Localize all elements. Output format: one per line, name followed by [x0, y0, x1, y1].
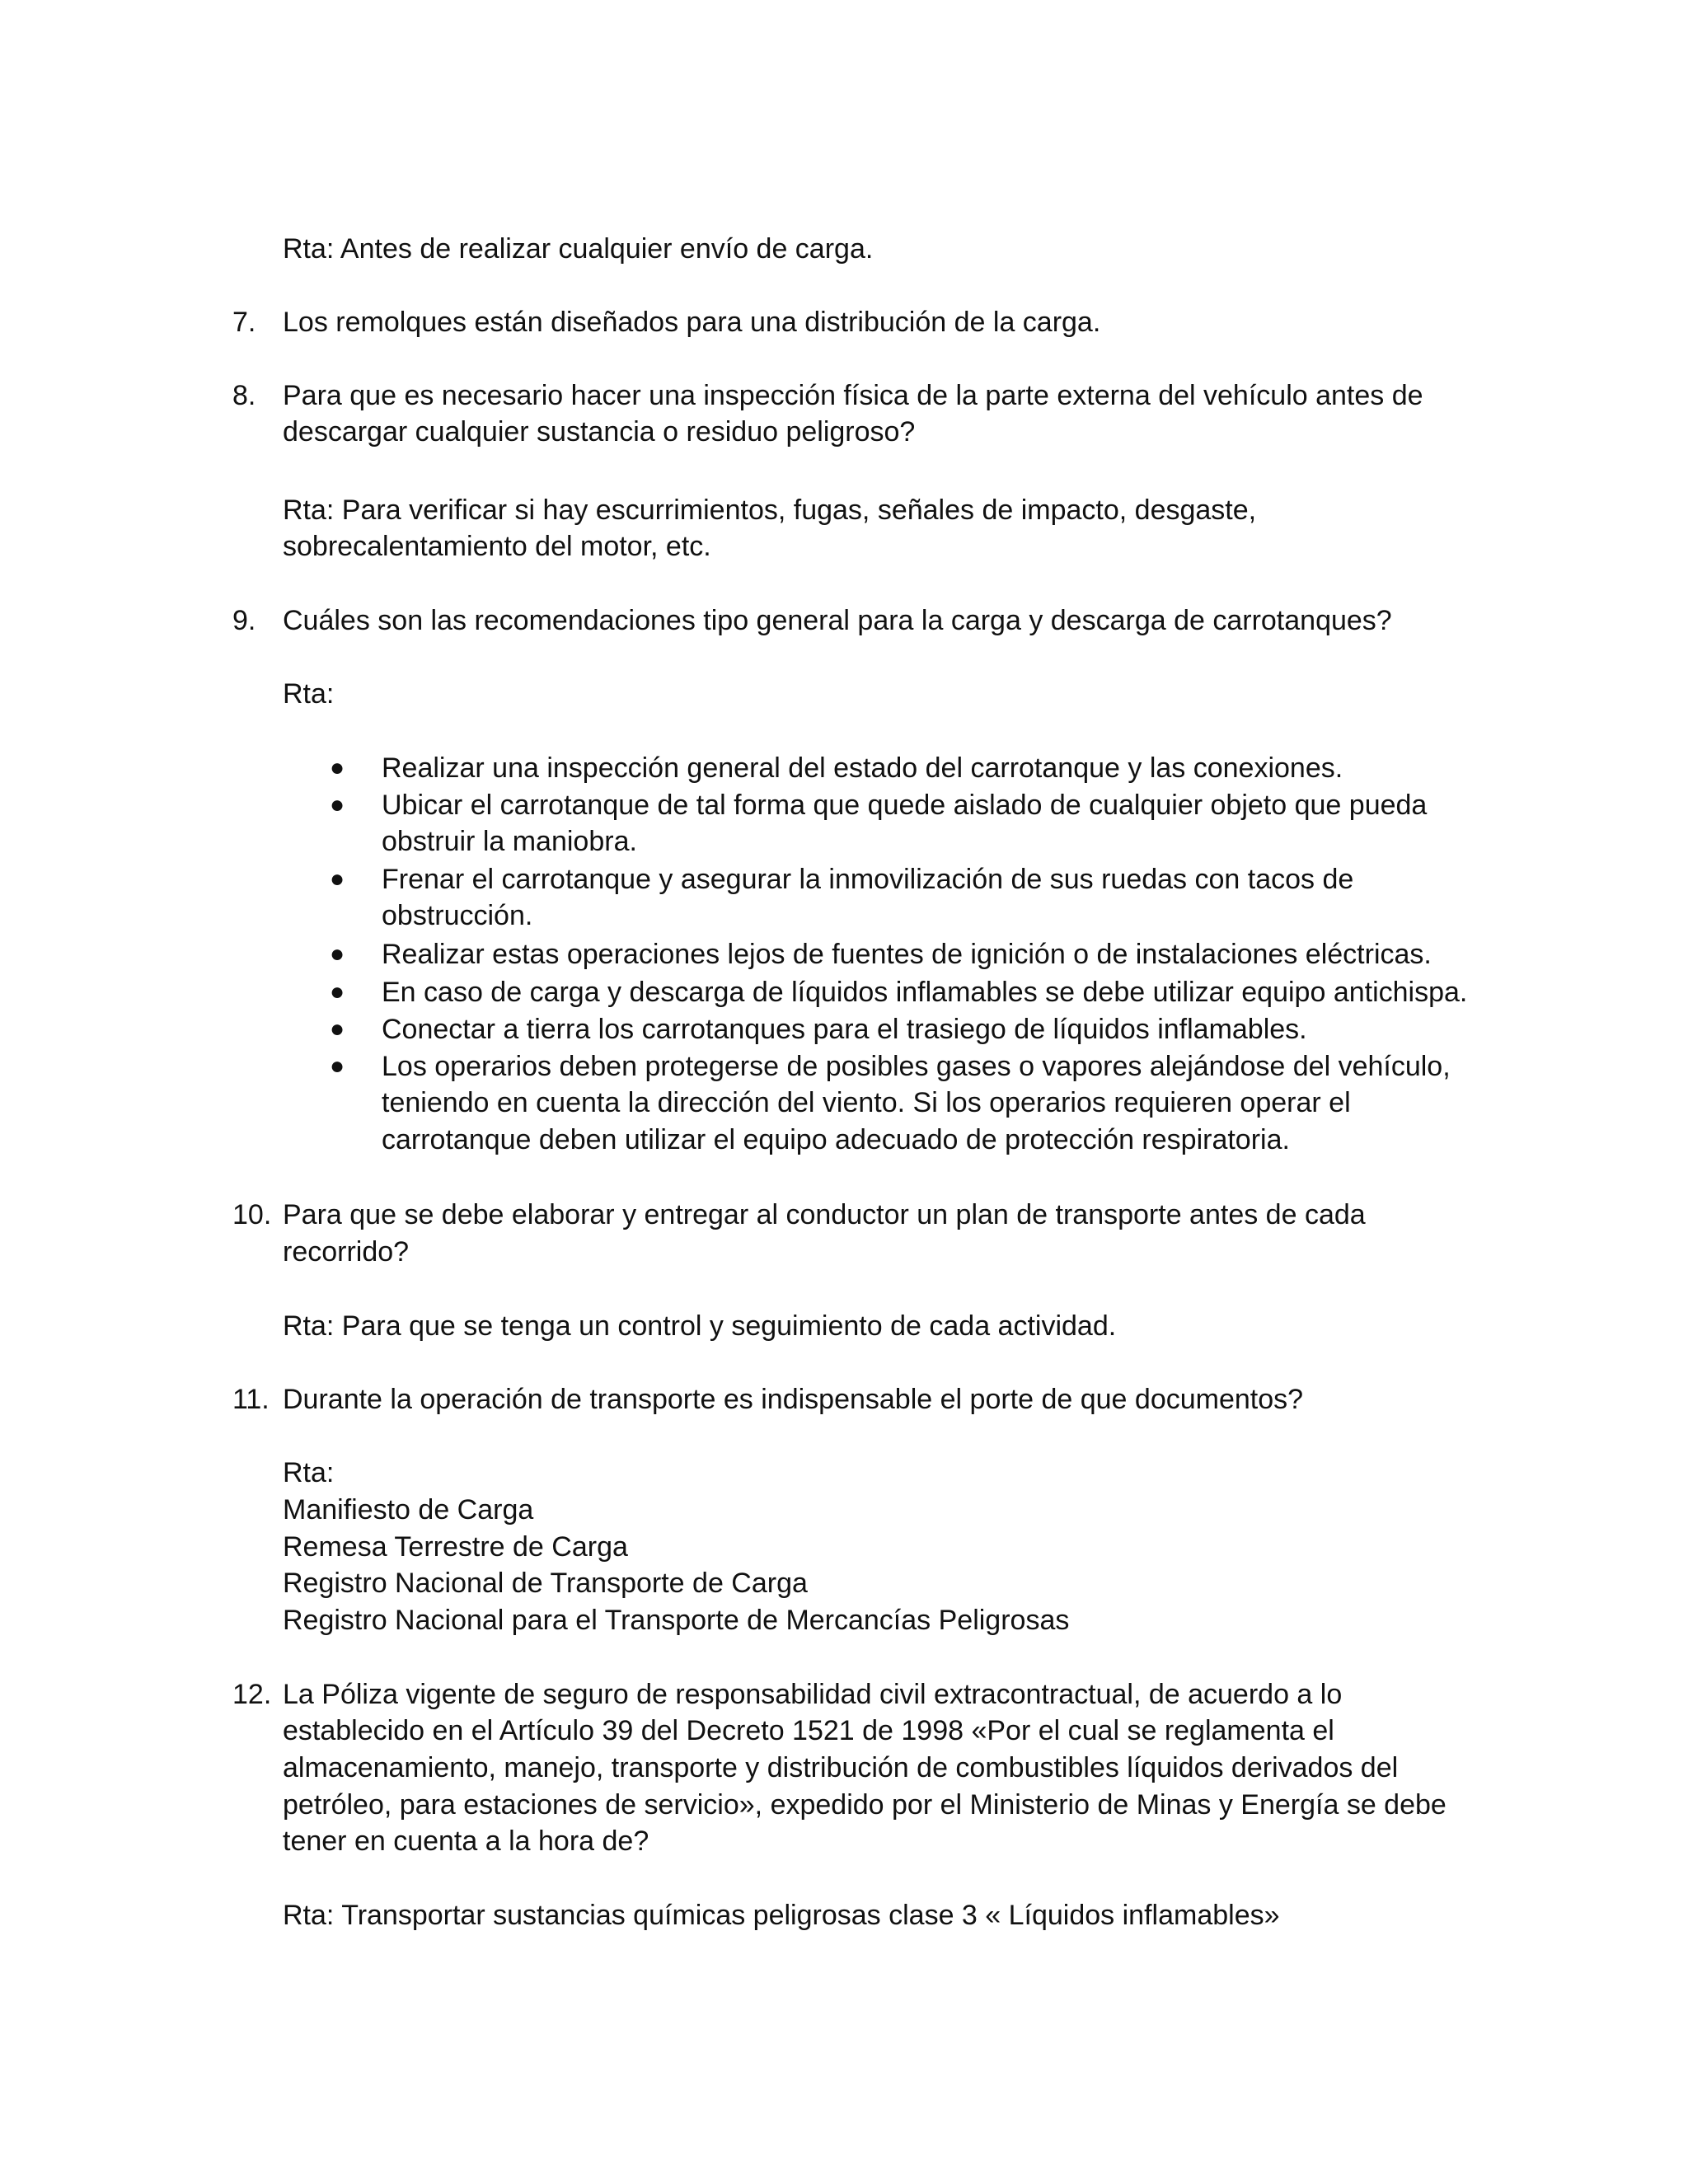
- bullet-icon: ●: [330, 1015, 345, 1043]
- question-text: descargar cualquier sustancia o residuo peligroso?: [283, 416, 916, 448]
- question-number: 8.: [232, 380, 256, 411]
- document-item: Registro Nacional de Transporte de Carga: [283, 1568, 808, 1599]
- question-text: Cuáles son las recomendaciones tipo general para la carga y descarga de carrotanques?: [283, 605, 1392, 636]
- document-item: Manifiesto de Carga: [283, 1494, 534, 1526]
- bullet-icon: ●: [330, 978, 345, 1005]
- bullet-icon: ●: [330, 791, 345, 818]
- question-text: recorrido?: [283, 1236, 410, 1268]
- bullet-text: Conectar a tierra los carrotanques para el trasiego de líquidos inflamables.: [382, 1014, 1307, 1045]
- bullet-text: Ubicar el carrotanque de tal forma que quede aislado de cualquier objeto que pueda: [382, 790, 1428, 821]
- bullet-icon: ●: [330, 754, 345, 781]
- answer-text: Rta: Antes de realizar cualquier envío de carga.: [283, 233, 874, 265]
- question-text: Para que es necesario hacer una inspección física de la parte externa del vehículo antes de: [283, 380, 1423, 411]
- document-item: Remesa Terrestre de Carga: [283, 1531, 628, 1563]
- question-number: 11.: [232, 1384, 270, 1415]
- answer-label: Rta:: [283, 678, 335, 710]
- question-number: 10.: [232, 1199, 272, 1230]
- question-text: Para que se debe elaborar y entregar al conductor un plan de transporte antes de cada: [283, 1199, 1366, 1230]
- answer-text: Rta: Para verificar si hay escurrimientos, fugas, señales de impacto, desgaste,: [283, 494, 1257, 526]
- question-text: almacenamiento, manejo, transporte y distribución de combustibles líquidos derivados del: [283, 1752, 1399, 1783]
- question-text: tener en cuenta a la hora de?: [283, 1825, 649, 1857]
- question-number: 12.: [232, 1679, 272, 1710]
- bullet-text: Frenar el carrotanque y asegurar la inmovilización de sus ruedas con tacos de: [382, 864, 1354, 895]
- bullet-text: En caso de carga y descarga de líquidos inflamables se debe utilizar equipo antichispa.: [382, 977, 1468, 1008]
- bullet-icon: ●: [330, 940, 345, 968]
- question-number: 7.: [232, 307, 256, 338]
- bullet-text: obstrucción.: [382, 900, 533, 931]
- bullet-text: Realizar estas operaciones lejos de fuentes de ignición o de instalaciones eléctricas.: [382, 939, 1432, 970]
- document-item: Registro Nacional para el Transporte de Mercancías Peligrosas: [283, 1605, 1070, 1636]
- bullet-icon: ●: [330, 1052, 345, 1080]
- bullet-text: Realizar una inspección general del estado del carrotanque y las conexiones.: [382, 752, 1343, 784]
- answer-text: Rta: Transportar sustancias químicas peligrosas clase 3 « Líquidos inflamables»: [283, 1900, 1280, 1931]
- question-text: La Póliza vigente de seguro de responsabilidad civil extracontractual, de acuerdo a lo: [283, 1679, 1343, 1710]
- answer-label: Rta:: [283, 1457, 335, 1488]
- bullet-text: carrotanque deben utilizar el equipo adecuado de protección respiratoria.: [382, 1124, 1290, 1155]
- bullet-text: teniendo en cuenta la dirección del viento. Si los operarios requieren operar el: [382, 1087, 1351, 1118]
- answer-text: sobrecalentamiento del motor, etc.: [283, 531, 711, 562]
- question-text: Durante la operación de transporte es indispensable el porte de que documentos?: [283, 1384, 1304, 1415]
- question-text: establecido en el Artículo 39 del Decreto 1521 de 1998 «Por el cual se reglamenta el: [283, 1715, 1334, 1746]
- bullet-icon: ●: [330, 865, 345, 893]
- bullet-text: obstruir la maniobra.: [382, 826, 637, 857]
- bullet-text: Los operarios deben protegerse de posibles gases o vapores alejándose del vehículo,: [382, 1051, 1451, 1082]
- question-text: petróleo, para estaciones de servicio», expedido por el Ministerio de Minas y Energía se debe: [283, 1789, 1447, 1821]
- answer-text: Rta: Para que se tenga un control y seguimiento de cada actividad.: [283, 1310, 1117, 1342]
- question-text: Los remolques están diseñados para una distribución de la carga.: [283, 307, 1101, 338]
- question-number: 9.: [232, 605, 256, 636]
